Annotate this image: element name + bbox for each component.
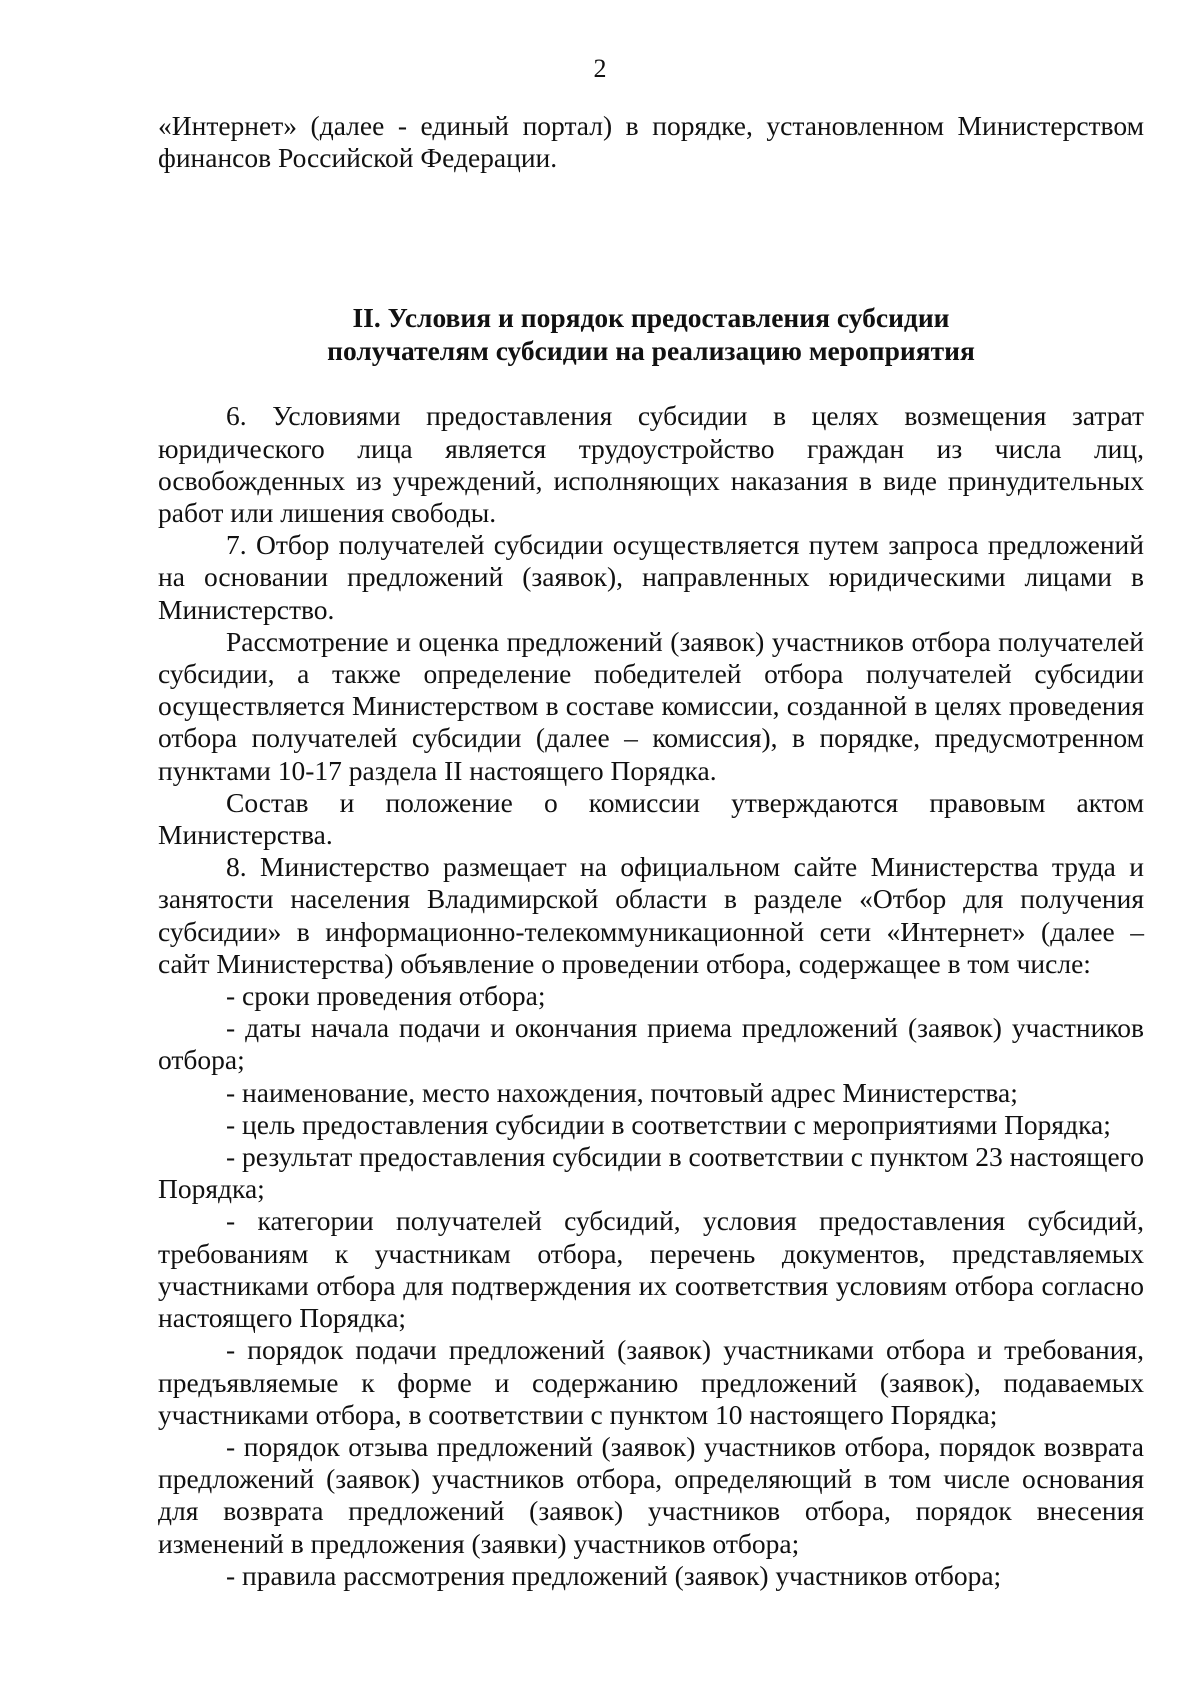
page-number: 2	[593, 54, 607, 83]
section-heading-line-2: получателям субсидии на реализацию мероприятия	[327, 335, 975, 367]
list-item: - сроки проведения отбора;	[226, 980, 546, 1012]
paragraph-7-commission: Состав и положение о комиссии утверждаются правовым актом Министерства.	[158, 786, 1144, 851]
list-item: - цель предоставления субсидии в соответствии с мероприятиями Порядка;	[226, 1108, 1111, 1140]
section-heading	[158, 301, 1144, 367]
section-heading-line-1: II. Условия и порядок предоставления субсидии	[352, 302, 950, 334]
list-item: - категории получателей субсидий, условия предоставления субсидий, требованиям к участникам отбора, перечень документов, представляемых участниками отбора для подтверждения их соответствия условиям отбора согласно настоящего Порядка;	[158, 1205, 1144, 1334]
paragraph-7: 7. Отбор получателей субсидии осуществляется путем запроса предложений на основании предложений (заявок), направленных юридическими лицами в Министерство.	[158, 529, 1144, 625]
intro-paragraph: «Интернет» (далее - единый портал) в порядке, установленном Министерством финансов Российской Федерации.	[158, 110, 1144, 174]
list-item: - даты начала подачи и окончания приема предложений (заявок) участников отбора;	[158, 1012, 1144, 1076]
list-item: - результат предоставления субсидии в соответствии с пунктом 23 настоящего Порядка;	[158, 1141, 1144, 1205]
paragraph-8: 8. Министерство размещает на официальном сайте Министерства труда и занятости населения Владимирской области в разделе «Отбор для получения субсидии» в информационно-телекоммуникационной сети «Интернет» (далее – сайт Министерства) объявление о проведении отбора, содержащее в том числе:	[158, 851, 1144, 979]
paragraph-7-review: Рассмотрение и оценка предложений (заявок) участников отбора получателей субсидии, а также определение победителей отбора получателей субсидии осуществляется Министерством в составе комиссии, созданной в целях проведения отбора получателей субсидии (далее – комиссия), в порядке, предусмотренном пунктами 10-17 раздела II настоящего Порядка.	[158, 625, 1144, 786]
list-item: - наименование, место нахождения, почтовый адрес Министерства;	[226, 1076, 1018, 1108]
list-item: - правила рассмотрения предложений (заявок) участников отбора;	[226, 1559, 1002, 1591]
list-item: - порядок подачи предложений (заявок) участниками отбора и требования, предъявляемые к форме и содержанию предложений (заявок), подаваемых участниками отбора, в соответствии с пунктом 10 настоящего Порядка;	[158, 1334, 1144, 1430]
document-body	[158, 110, 1144, 1592]
paragraph-6: 6. Условиями предоставления субсидии в целях возмещения затрат юридического лица является трудоустройство граждан из числа лиц, освобожденных из учреждений, исполняющих наказания в виде принудительных работ или лишения свободы.	[158, 400, 1144, 529]
list-item: - порядок отзыва предложений (заявок) участников отбора, порядок возврата предложений (заявок) участников отбора, определяющий в том числе основания для возврата предложений (заявок) участников отбора, порядок внесения изменений в предложения (заявки) участников отбора;	[158, 1430, 1144, 1559]
